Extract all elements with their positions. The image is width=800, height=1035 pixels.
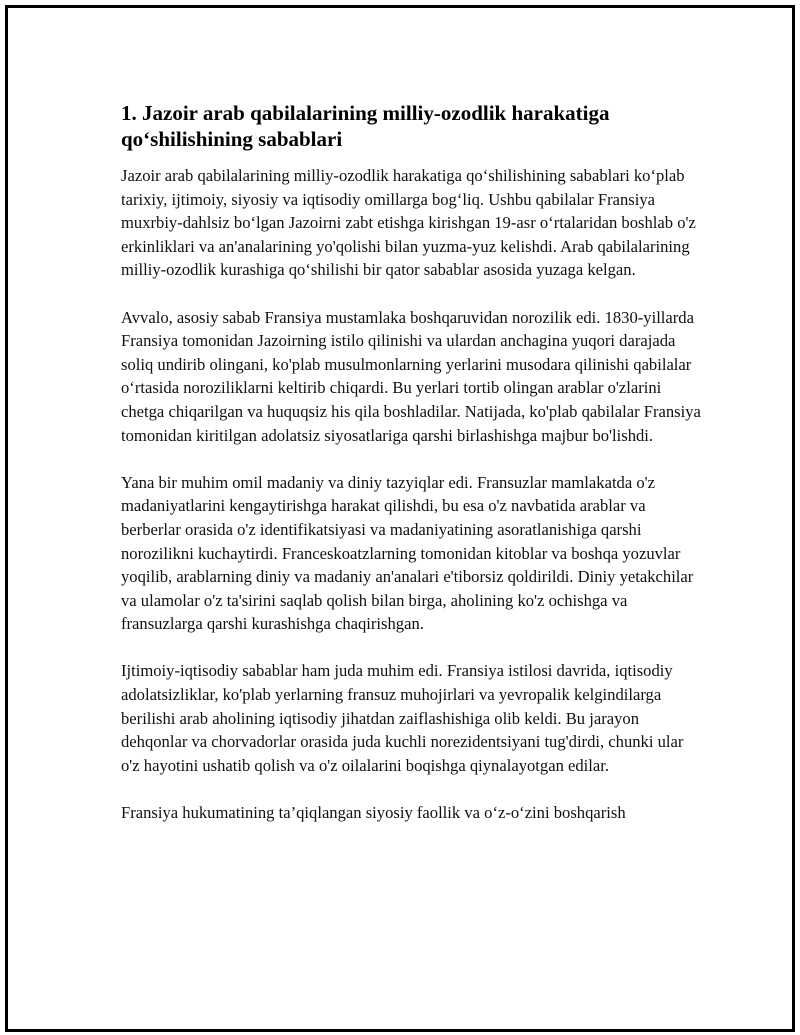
document-body [121,100,701,848]
paragraph-5: Fransiya hukumatining ta’qiqlangan siyosiy faollik va o‘z-o‘zini boshqarish [121,803,626,823]
paragraph-2: Avvalo, asosiy sabab Fransiya mustamlaka boshqaruvidan norozilik edi. 1830-yillarda Fransiya tomonidan Jazoirning istilo qilinishi va ulardan anchagina yuqori darajada soliq undirib olingani, ko'plab musulmonlarning yerlarini musodara qilinishi qabilalar o‘rtasida noroziliklarni keltirib chiqardi. Bu yerlari tortib olingan arablar o'zlarini chetga chiqarilgan va huquqsiz his qila boshladilar. Natijada, ko'plab qabilalar Fransiya tomonidan kiritilgan adolatsiz siyosatlariga qarshi birlashishga majbur bo'lishdi. [121,307,701,445]
paragraph-4: Ijtimoiy-iqtisodiy sabablar ham juda muhim edi. Fransiya istilosi davrida, iqtisodiy adolatsizliklar, ko'plab yerlarning fransuz muhojirlari va yevropalik kelgindilarga berilishi arab aholining iqtisodiy jihatdan zaiflashishiga olib keldi. Bu jarayon dehqonlar va chorvadorlar orasida juda kuchli norezidentsiyani tug'dirdi, chunki ular o'z hayotini ushatib qolish va o'z oilalarini boqishga qiynalayotgan edilar. [121,661,684,775]
page-frame [5,5,795,1032]
paragraph-3: Yana bir muhim omil madaniy va diniy tazyiqlar edi. Fransuzlar mamlakatda o'z madaniyatlarini kengaytirishga harakat qilishdi, bu esa o'z navbatida arablar va berberlar orasida o'z identifikatsiyasi va madaniyatining asoratlanishiga qarshi norozilikni kuchaytirdi. Franceskoatzlarning tomonidan kitoblar va boshqa yozuvlar yoqilib, arablarning diniy va madaniy an'analari e'tiborsiz qoldirildi. Diniy yetakchilar va ulamolar o'z ta'sirini saqlab qolish bilan birga, aholining ko'z ochishga va fransuzlarga qarshi kurashishga chaqirishgan. [121,472,694,634]
section-heading: 1. Jazoir arab qabilalarining milliy-ozodlik harakatiga qo‘shilishining sabablari [121,101,610,151]
paragraph-1: Jazoir arab qabilalarining milliy-ozodlik harakatiga qo‘shilishining sabablari ko‘plab tarixiy, ijtimoiy, siyosiy va iqtisodiy omillarga bog‘liq. Ushbu qabilalar Fransiya muxrbiy-dahlsiz bo‘lgan Jazoirni zabt etishga kirishgan 19-asr o‘rtalaridan boshlab o'z erkinliklari va an'analarining yo'qolishi bilan yuzma-yuz kelishdi. Arab qabilalarining milliy-ozodlik kurashiga qo‘shilishi bir qator sabablar asosida yuzaga kelgan. [121,166,696,280]
